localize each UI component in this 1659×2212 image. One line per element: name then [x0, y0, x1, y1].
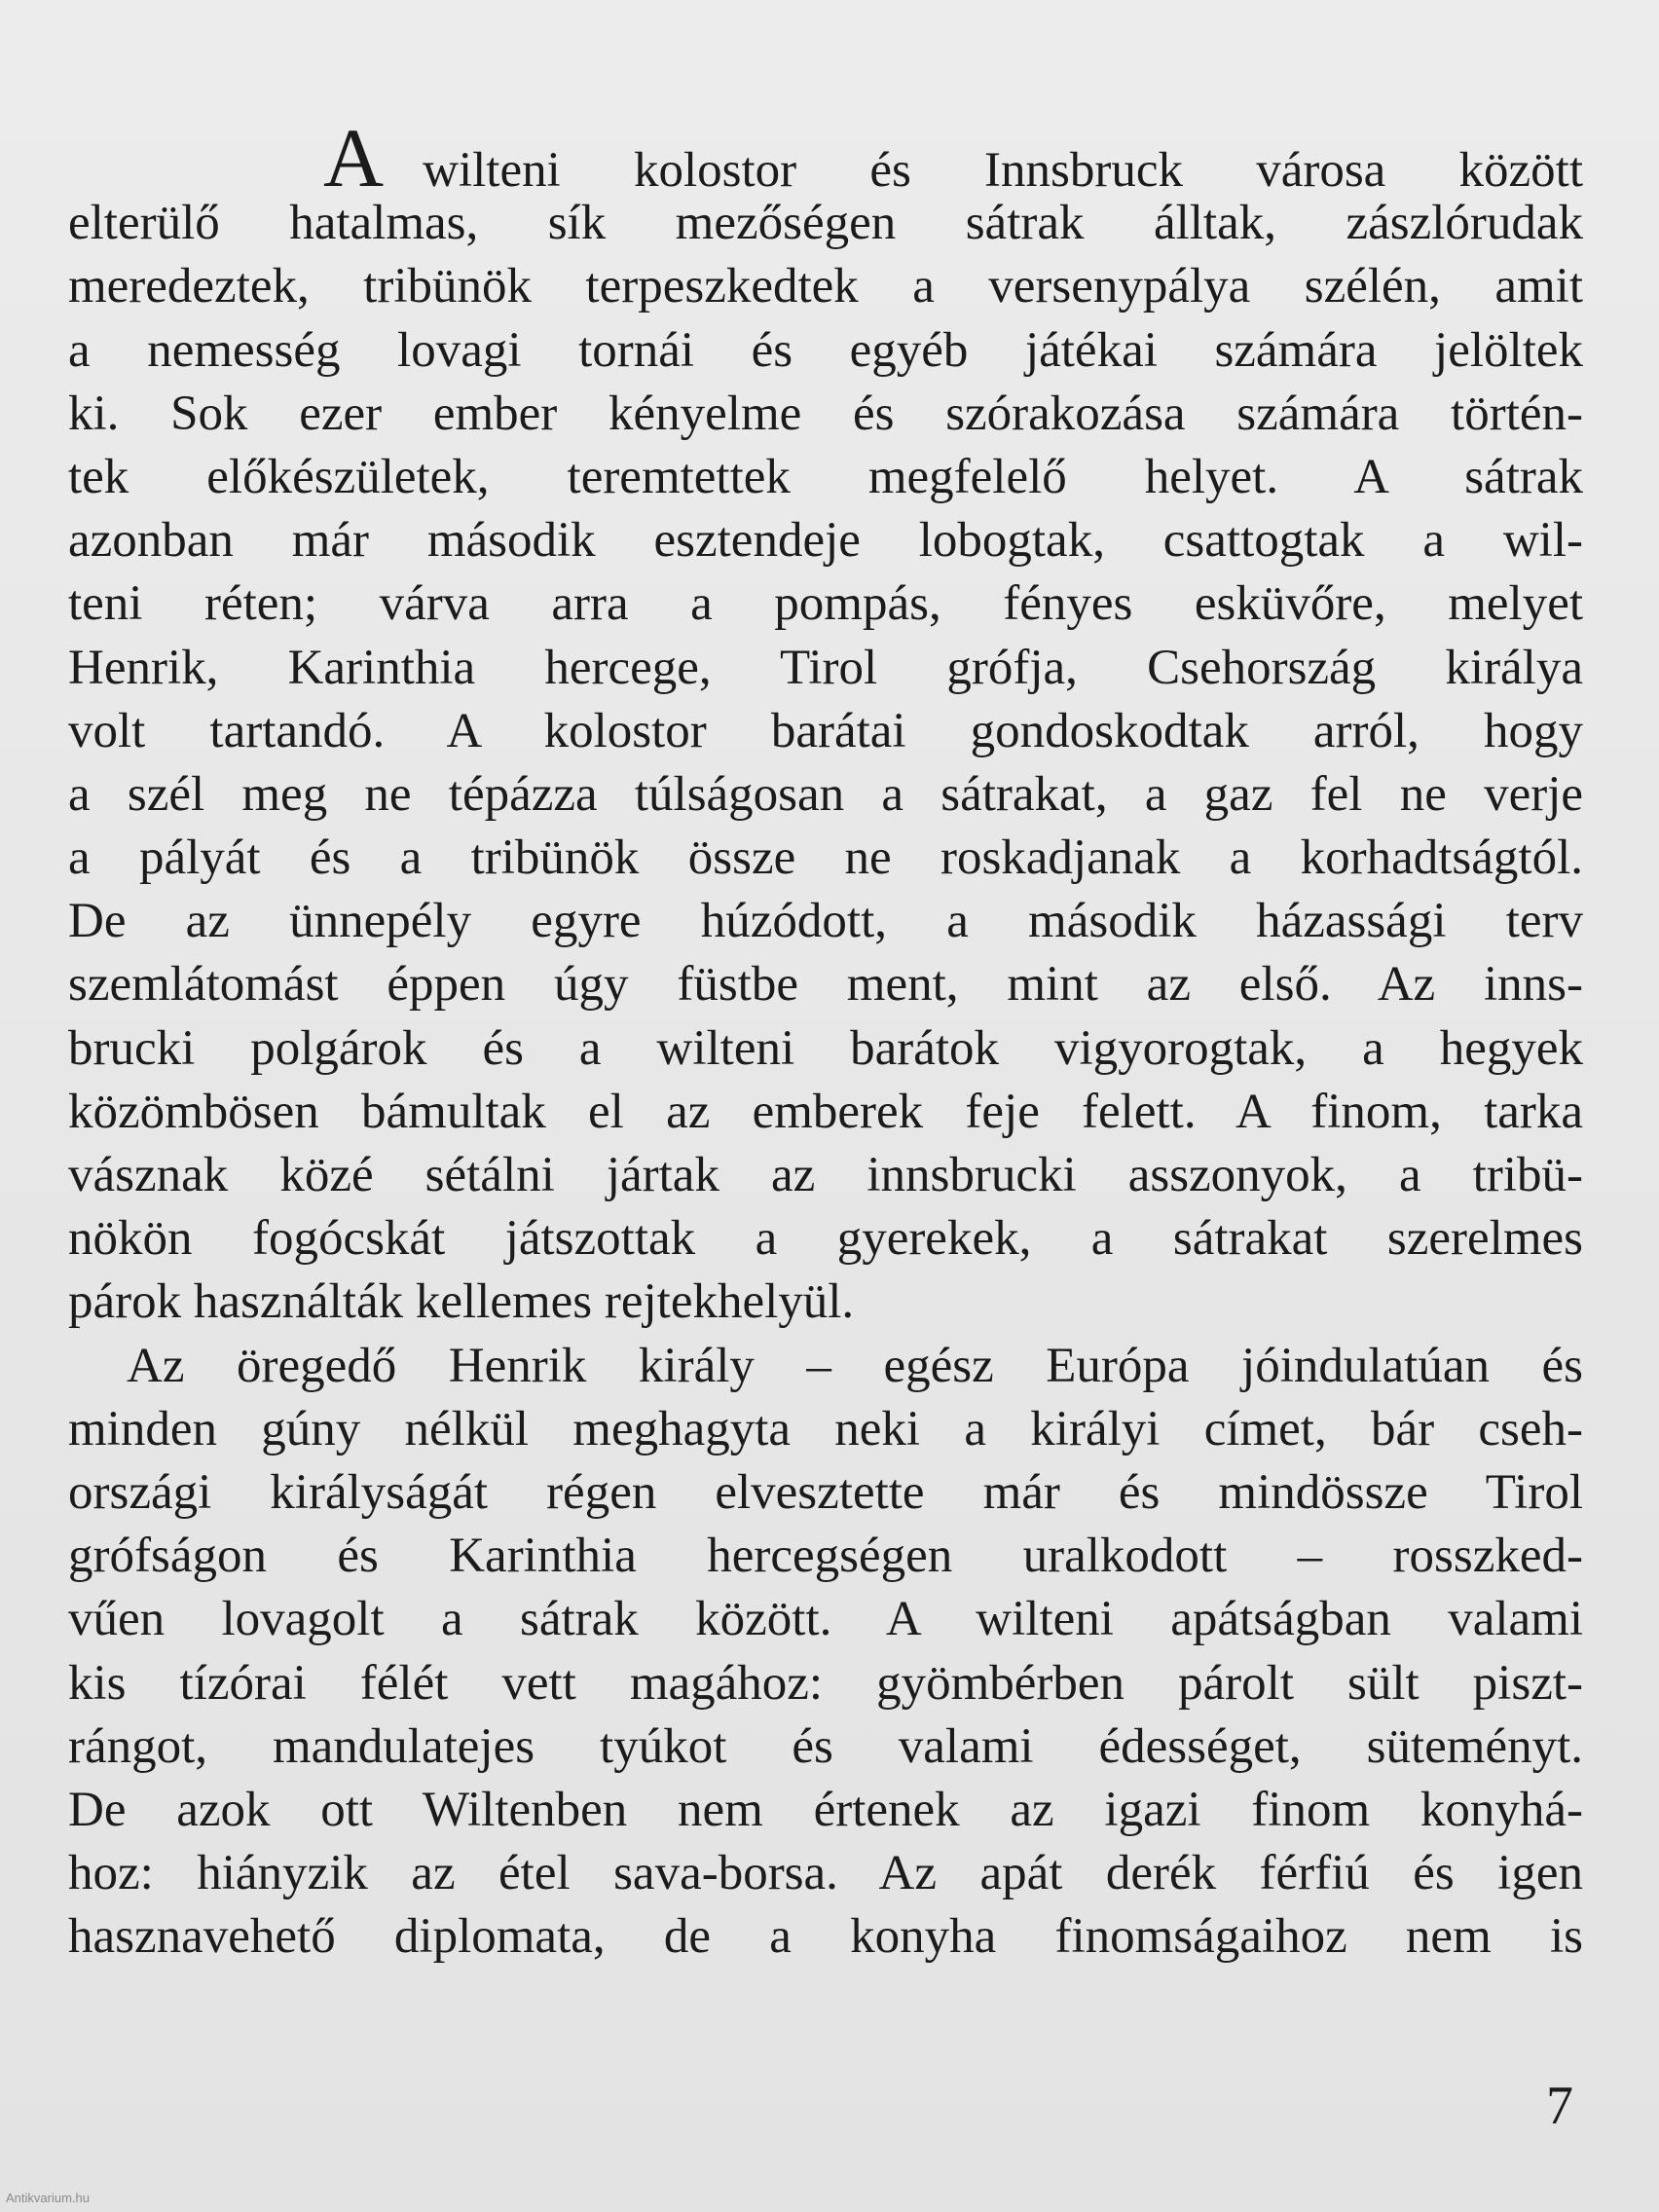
- text-line-25: kis tízórai félét vett magához: gyömbérben párolt sült piszt-: [68, 1655, 1583, 1711]
- text-line-21: minden gúny nélkül meghagyta neki a királyi címet, bár cseh-: [68, 1401, 1583, 1456]
- text-line-15: brucki polgárok és a wilteni barátok vigyorogtak, a hegyek: [68, 1020, 1583, 1076]
- text-line-13: De az ünnepély egyre húzódott, a második házassági terv: [68, 894, 1583, 949]
- text-line-24: vűen lovagolt a sátrak között. A wilteni apátságban valami: [68, 1592, 1583, 1647]
- text-line-23: grófságon és Karinthia hercegségen uralkodott – rosszked-: [68, 1529, 1583, 1584]
- text-line-12: a pályát és a tribünök össze ne roskadjanak a korhadtságtól.: [68, 830, 1583, 886]
- text-line-1-rest: wilteni kolostor és Innsbruck városa között: [423, 143, 1583, 193]
- text-line-22: országi királyságát régen elvesztette már és mindössze Tirol: [68, 1464, 1583, 1520]
- text-line-26: rángot, mandulatejes tyúkot és valami édességet, süteményt.: [68, 1718, 1583, 1774]
- text-line-10: volt tartandó. A kolostor barátai gondoskodtak arról, hogy: [68, 703, 1583, 758]
- text-line-14: szemlátomást éppen úgy füstbe ment, mint az első. Az inns-: [68, 957, 1583, 1013]
- text-line-9: Henrik, Karinthia hercege, Tirol grófja, Csehország királya: [68, 640, 1583, 695]
- text-line-4: a nemesség lovagi tornái és egyéb játékai számára jelöltek: [68, 322, 1583, 378]
- body-text: [68, 129, 1583, 1969]
- page-number: 7: [1546, 2076, 1573, 2136]
- text-line-11: a szél meg ne tépázza túlságosan a sátrakat, a gaz fel ne verje: [68, 766, 1583, 822]
- text-line-5: ki. Sok ezer ember kényelme és szórakozása számára történ-: [68, 386, 1583, 441]
- text-line-3: meredeztek, tribünök terpeszkedtek a versenypálya szélén, amit: [68, 259, 1583, 314]
- text-line-19: párok használták kellemes rejtekhelyül.: [68, 1274, 855, 1330]
- text-line-6: tek előkészületek, teremtettek megfelelő helyet. A sátrak: [68, 449, 1583, 504]
- watermark: Antikvarium.hu: [6, 2191, 90, 2205]
- initial-letter: A: [323, 129, 385, 193]
- text-line-29: hasznavehető diplomata, de a konyha finomságaihoz nem is: [68, 1909, 1583, 1965]
- text-line-16: közömbösen bámultak el az emberek feje felett. A finom, tarka: [68, 1084, 1583, 1139]
- text-line-17: vásznak közé sétálni jártak az innsbrucki asszonyok, a tribü-: [68, 1148, 1583, 1202]
- text-line-1: [68, 129, 1583, 192]
- text-line-7: azonban már második esztendeje lobogtak, csattogtak a wil-: [68, 513, 1583, 569]
- text-line-28: hoz: hiányzik az étel sava-borsa. Az apát derék férfiú és igen: [68, 1846, 1583, 1901]
- text-line-8: teni réten; várva arra a pompás, fényes esküvőre, melyet: [68, 576, 1583, 632]
- text-line-2: elterülő hatalmas, sík mezőségen sátrak álltak, zászlórudak: [68, 196, 1583, 251]
- text-line-27: De azok ott Wiltenben nem értenek az igazi finom konyhá-: [68, 1782, 1583, 1837]
- text-line-20: Az öregedő Henrik király – egész Európa jóindulatúan és: [127, 1338, 1583, 1393]
- text-line-18: nökön fogócskát játszottak a gyerekek, a sátrakat szerelmes: [68, 1211, 1583, 1267]
